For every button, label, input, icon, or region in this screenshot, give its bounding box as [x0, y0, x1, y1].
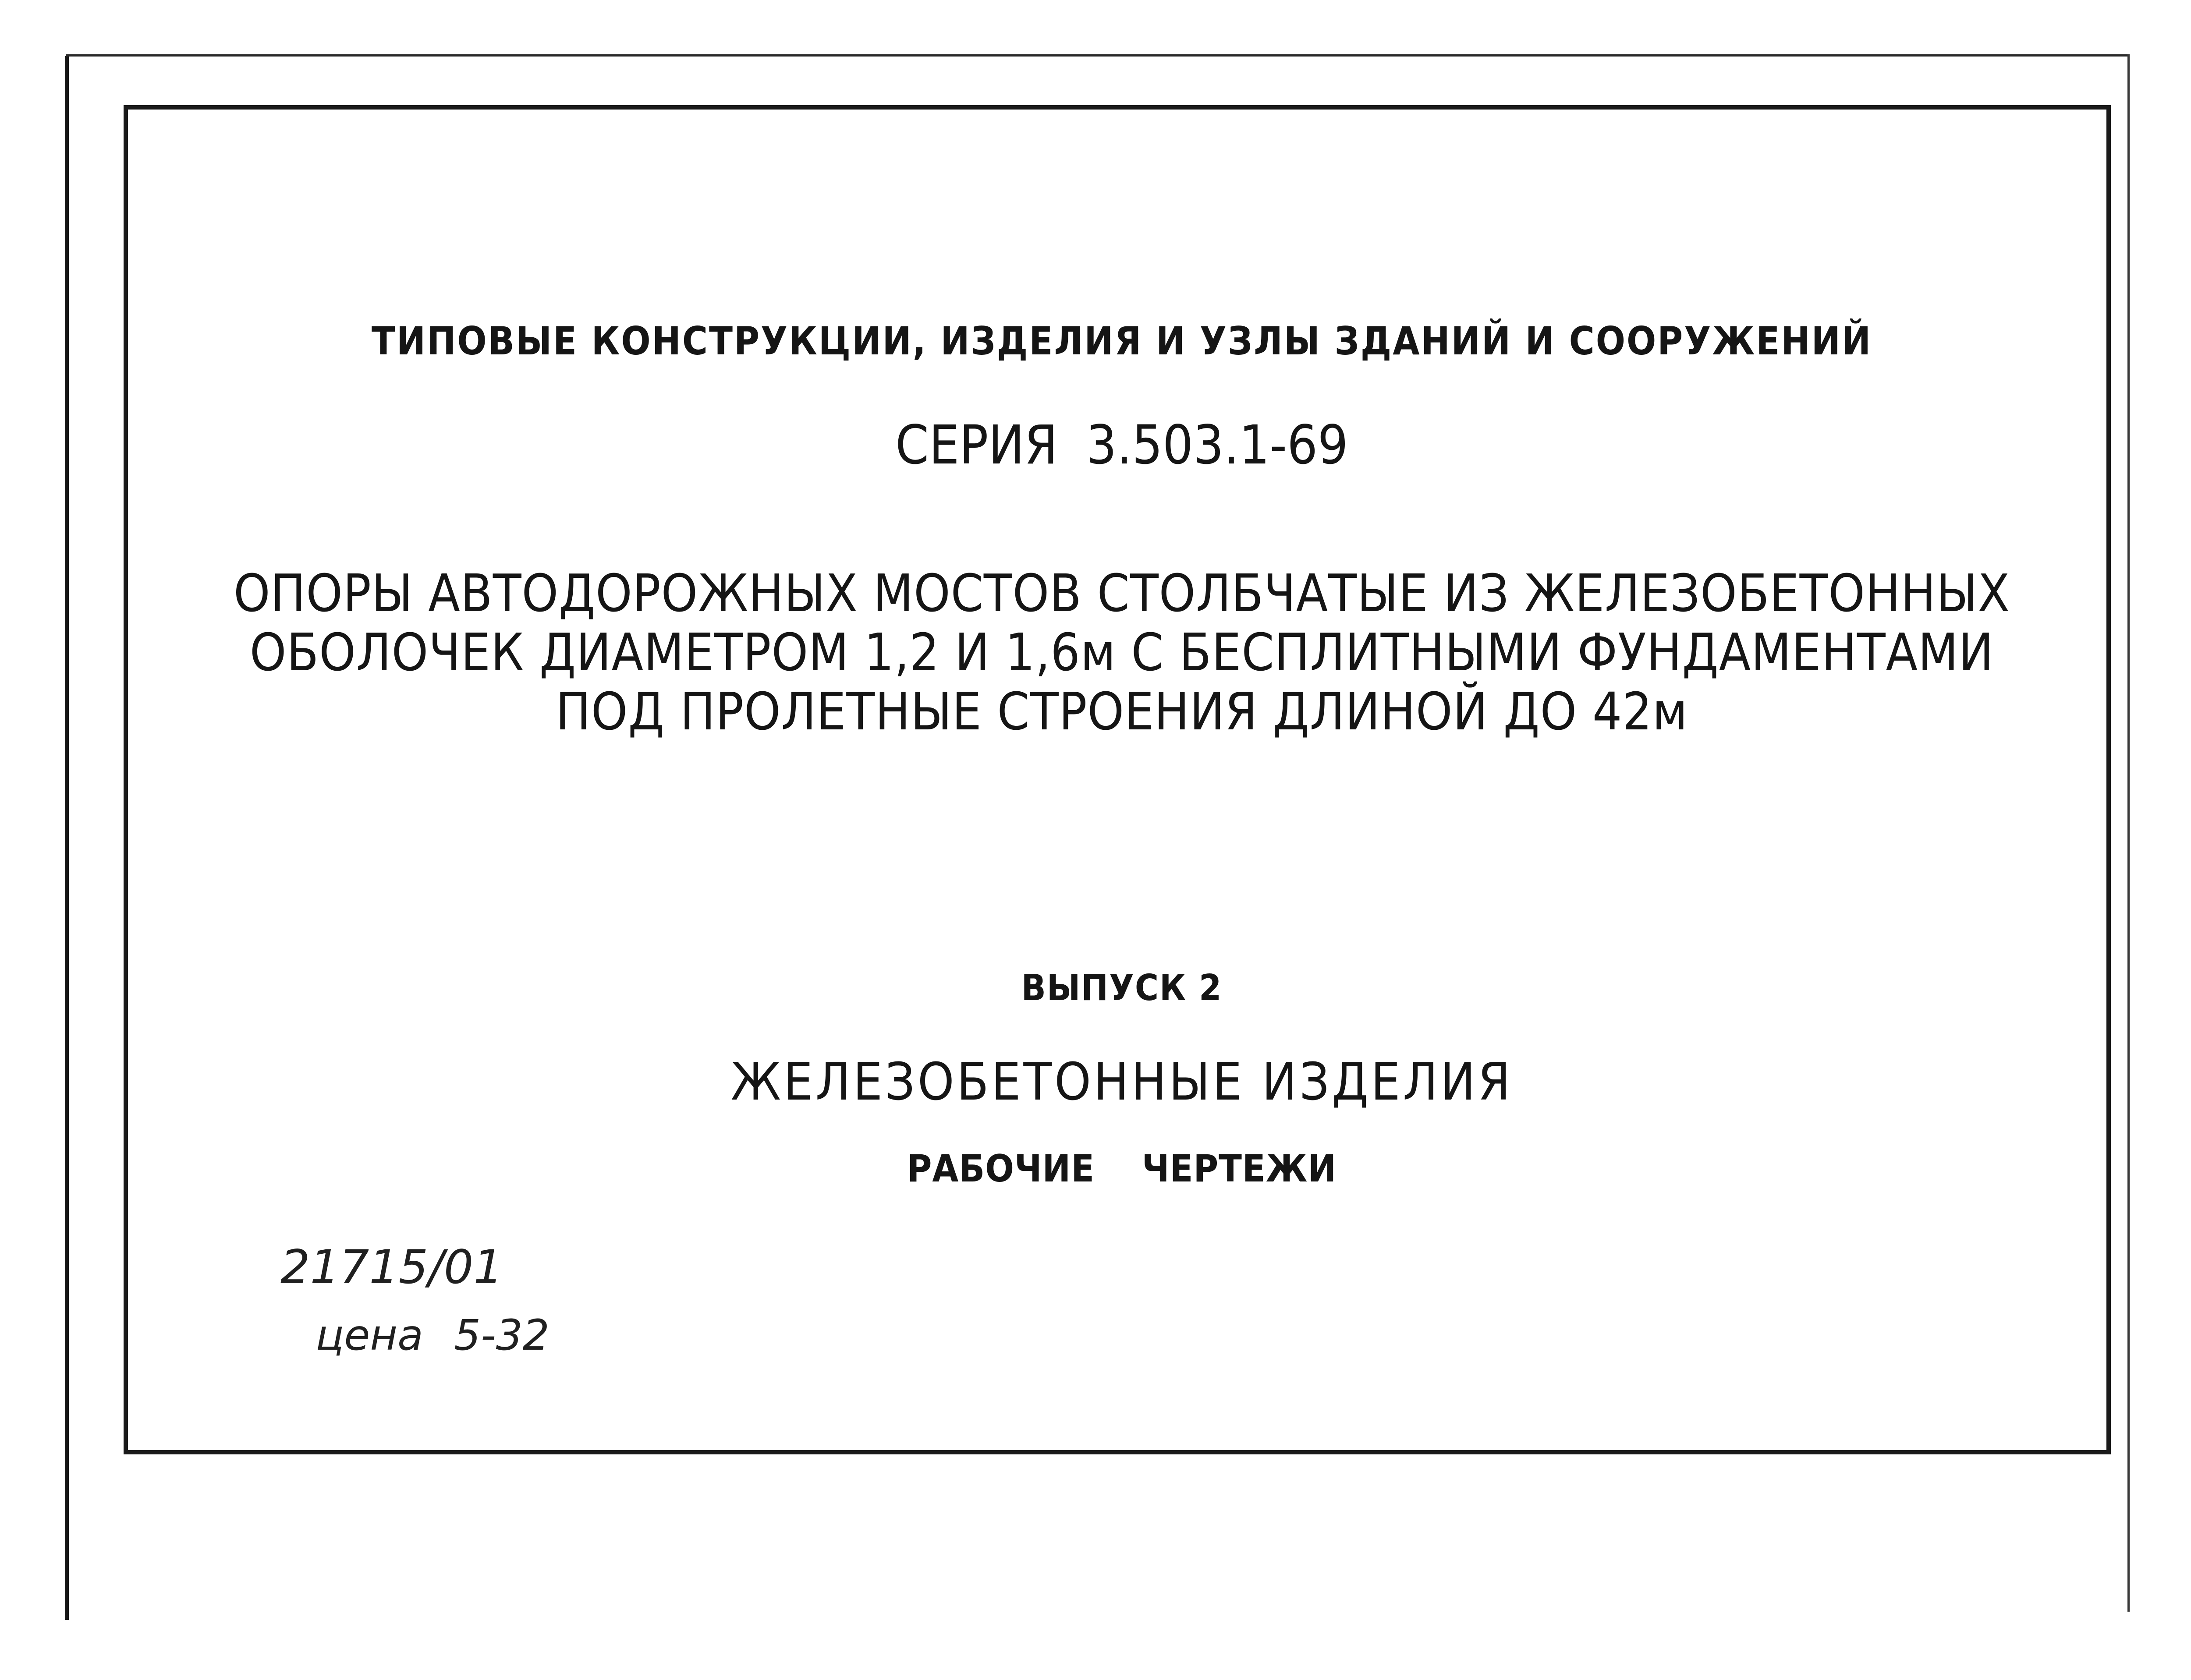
- series-number: СЕРИЯ 3.503.1-69: [895, 414, 1348, 476]
- issue-subject: ЖЕЛЕЗОБЕТОННЫЕ ИЗДЕЛИЯ: [730, 1051, 1513, 1112]
- document-header: ТИПОВЫЕ КОНСТРУКЦИИ, ИЗДЕЛИЯ И УЗЛЫ ЗДАНИЙ И СООРУЖЕНИЙ: [371, 318, 1872, 364]
- issue-number: ВЫПУСК 2: [1021, 967, 1223, 1009]
- sheet-top-edge: [66, 54, 2130, 57]
- title-line: ОБОЛОЧЕК ДИАМЕТРОМ 1,2 И 1,6м С БЕСПЛИТНЫМИ ФУНДАМЕНТАМИ: [249, 622, 1994, 683]
- price-label: цена: [316, 1311, 423, 1360]
- sheet-left-edge: [65, 56, 69, 1620]
- handwritten-price: [316, 1311, 550, 1360]
- title-line: ОПОРЫ АВТОДОРОЖНЫХ МОСТОВ СТОЛБЧАТЫЕ ИЗ ЖЕЛЕЗОБЕТОННЫХ: [233, 563, 2010, 623]
- drawing-kind: РАБОЧИЕ ЧЕРТЕЖИ: [907, 1147, 1337, 1191]
- title-line: ПОД ПРОЛЕТНЫЕ СТРОЕНИЯ ДЛИНОЙ ДО 42м: [556, 681, 1688, 742]
- handwritten-code: 21715/01: [280, 1240, 503, 1294]
- price-value: 5-32: [454, 1311, 550, 1360]
- sheet-right-edge: [2127, 54, 2130, 1612]
